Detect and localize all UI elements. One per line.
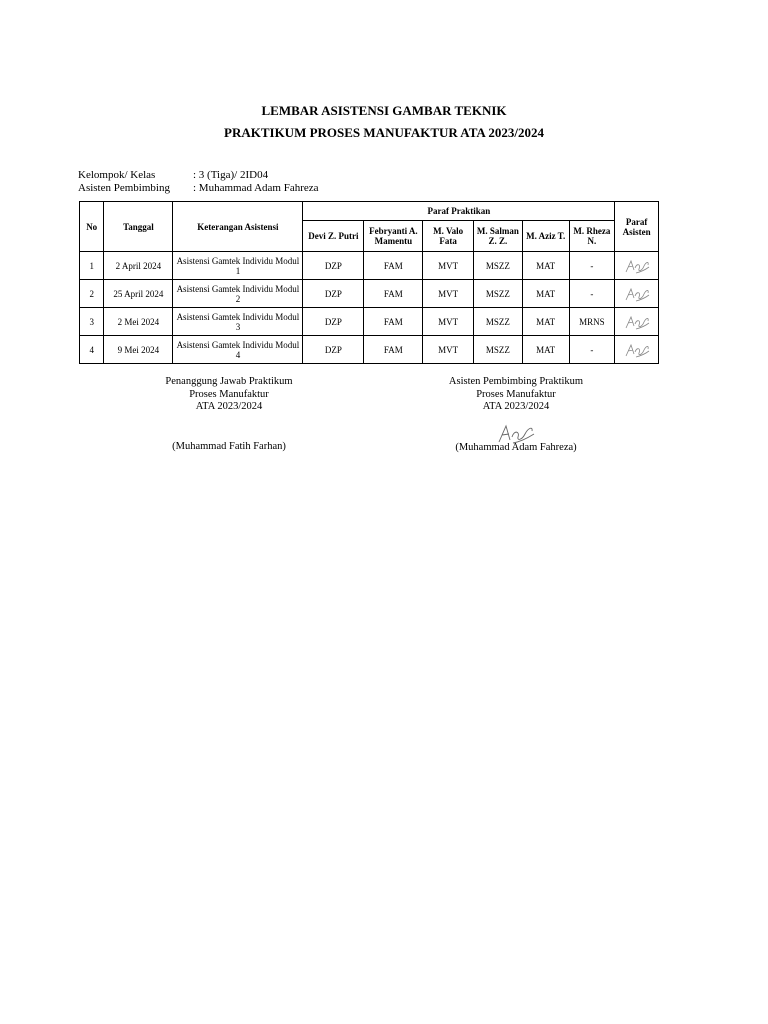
footer-right-line2: Proses Manufaktur xyxy=(476,388,556,400)
header-praktikan-5: M. Aziz T. xyxy=(522,221,569,252)
row-paraf-6: MRNS xyxy=(569,308,615,336)
row-paraf-4: MSZZ xyxy=(474,280,523,308)
row-paraf-asisten xyxy=(615,308,659,336)
footer-left-line1: Penanggung Jawab Praktikum xyxy=(165,376,293,387)
kelompok-value: : 3 (Tiga)/ 2ID04 xyxy=(193,169,269,181)
row-paraf-2: FAM xyxy=(364,308,423,336)
table-row xyxy=(80,308,659,336)
row-keterangan: Asistensi Gamtek Individu Modul 4 xyxy=(173,336,303,364)
row-no: 2 xyxy=(80,280,104,308)
header-praktikan-6: M. Rheza N. xyxy=(569,221,615,252)
row-tanggal: 2 Mei 2024 xyxy=(104,308,173,336)
footer-left-block xyxy=(134,376,324,414)
row-tanggal: 25 April 2024 xyxy=(104,280,173,308)
row-paraf-5: MAT xyxy=(522,308,569,336)
footer-right-line1: Asisten Pembimbing Praktikum xyxy=(448,376,584,387)
footer-right-name: (Muhammad Adam Fahreza) xyxy=(455,442,577,453)
row-keterangan: Asistensi Gamtek Individu Modul 1 xyxy=(173,252,303,280)
header-no: No xyxy=(80,202,104,252)
footer-right-block xyxy=(420,376,612,414)
header-praktikan-1: Devi Z. Putri xyxy=(303,221,364,252)
footer-left-line2: Proses Manufaktur xyxy=(189,388,269,400)
header-tanggal: Tanggal xyxy=(104,202,173,252)
handwritten-signature-icon xyxy=(623,311,651,333)
row-paraf-6: - xyxy=(569,280,615,308)
row-paraf-3: MVT xyxy=(423,308,474,336)
row-paraf-asisten xyxy=(615,336,659,364)
row-tanggal: 2 April 2024 xyxy=(104,252,173,280)
asisten-info xyxy=(78,182,319,195)
footer-left-line3: ATA 2023/2024 xyxy=(195,401,263,412)
row-paraf-5: MAT xyxy=(522,336,569,364)
row-paraf-asisten xyxy=(615,252,659,280)
row-no: 3 xyxy=(80,308,104,336)
document-title: LEMBAR ASISTENSI GAMBAR TEKNIK xyxy=(261,103,507,118)
row-paraf-5: MAT xyxy=(522,252,569,280)
kelompok-info xyxy=(78,169,268,182)
row-paraf-4: MSZZ xyxy=(474,252,523,280)
row-paraf-2: FAM xyxy=(364,336,423,364)
row-paraf-1: DZP xyxy=(303,252,364,280)
table-row xyxy=(80,280,659,308)
handwritten-signature-icon xyxy=(623,283,651,305)
row-paraf-3: MVT xyxy=(423,252,474,280)
document-subtitle: PRAKTIKUM PROSES MANUFAKTUR ATA 2023/2024 xyxy=(224,125,544,140)
row-paraf-3: MVT xyxy=(423,336,474,364)
handwritten-signature-icon xyxy=(623,255,651,277)
header-paraf-asisten: Paraf Asisten xyxy=(615,202,659,252)
handwritten-signature-icon xyxy=(623,339,651,361)
row-tanggal: 9 Mei 2024 xyxy=(104,336,173,364)
header-praktikan-2: Febryanti A. Mamentu xyxy=(364,221,423,252)
asisten-value: : Muhammad Adam Fahreza xyxy=(193,182,319,194)
footer-left-name: (Muhammad Fatih Farhan) xyxy=(172,441,286,452)
asisten-label: Asisten Pembimbing xyxy=(78,182,170,194)
table-row xyxy=(80,252,659,280)
row-paraf-1: DZP xyxy=(303,336,364,364)
row-paraf-6: - xyxy=(569,252,615,280)
header-praktikan-3: M. Valo Fata xyxy=(423,221,474,252)
row-paraf-4: MSZZ xyxy=(474,336,523,364)
row-paraf-2: FAM xyxy=(364,252,423,280)
row-paraf-1: DZP xyxy=(303,308,364,336)
row-keterangan: Asistensi Gamtek Individu Modul 2 xyxy=(173,280,303,308)
table-row xyxy=(80,336,659,364)
row-paraf-3: MVT xyxy=(423,280,474,308)
row-no: 1 xyxy=(80,252,104,280)
row-paraf-1: DZP xyxy=(303,280,364,308)
header-paraf-praktikan: Paraf Praktikan xyxy=(303,202,615,221)
footer-right-line3: ATA 2023/2024 xyxy=(482,401,550,412)
row-paraf-5: MAT xyxy=(522,280,569,308)
row-paraf-asisten xyxy=(615,280,659,308)
row-paraf-6: - xyxy=(569,336,615,364)
header-keterangan: Keterangan Asistensi xyxy=(173,202,303,252)
assistance-table xyxy=(79,201,659,364)
row-paraf-2: FAM xyxy=(364,280,423,308)
kelompok-label: Kelompok/ Kelas xyxy=(78,169,156,181)
header-praktikan-4: M. Salman Z. Z. xyxy=(474,221,523,252)
row-no: 4 xyxy=(80,336,104,364)
row-paraf-4: MSZZ xyxy=(474,308,523,336)
row-keterangan: Asistensi Gamtek Individu Modul 3 xyxy=(173,308,303,336)
